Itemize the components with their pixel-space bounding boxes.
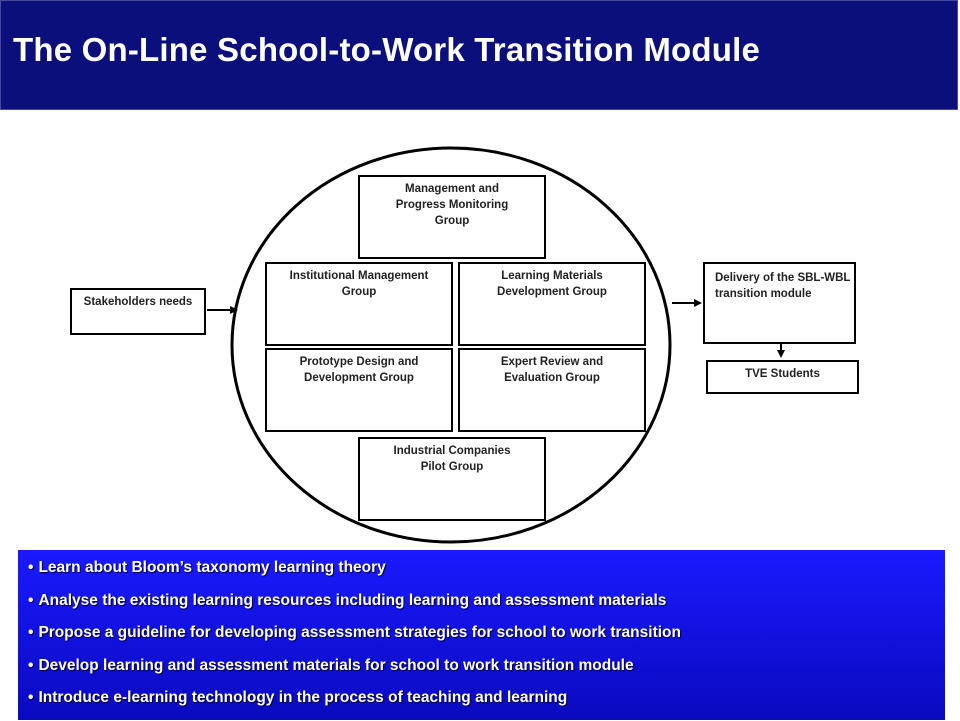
objectives-panel bbox=[18, 550, 945, 720]
objective-text: Introduce e-learning technology in the process of teaching and learning bbox=[38, 689, 568, 706]
delivery-module-box bbox=[703, 262, 856, 344]
objective-item bbox=[28, 623, 945, 656]
stakeholders-needs-label: Stakeholders needs bbox=[83, 296, 193, 308]
institutional-group-box bbox=[265, 262, 453, 346]
industrial-pilot-group-label: Industrial Companies Pilot Group bbox=[393, 445, 511, 473]
management-group-box bbox=[358, 175, 546, 259]
bullet-dot: • bbox=[28, 689, 34, 706]
objective-text: Develop learning and assessment materials for school to work transition module bbox=[38, 656, 634, 674]
bullet-dot: • bbox=[28, 591, 34, 609]
objective-text: Propose a guideline for developing assessment strategies for school to work transition bbox=[38, 624, 681, 641]
objective-item bbox=[28, 558, 945, 591]
objective-item bbox=[28, 591, 945, 624]
objective-text: Analyse the existing learning resources including learning and assessment materials bbox=[38, 591, 667, 609]
objective-item bbox=[28, 688, 945, 721]
objective-item bbox=[28, 656, 945, 689]
bullet-dot: • bbox=[28, 559, 34, 576]
learning-materials-group-box bbox=[458, 262, 646, 346]
page-title: The On-Line School-to-Work Transition Module bbox=[13, 31, 760, 68]
tve-students-box bbox=[706, 360, 859, 394]
institutional-group-label: Institutional Management Group bbox=[289, 270, 429, 298]
industrial-pilot-group-box bbox=[358, 437, 546, 521]
tve-students-label: TVE Students bbox=[745, 368, 820, 380]
expert-review-group-box bbox=[458, 348, 646, 432]
objective-text: Learn about Bloom’s taxonomy learning theory bbox=[38, 559, 386, 576]
expert-review-group-label: Expert Review and Evaluation Group bbox=[500, 356, 604, 384]
bullet-dot: • bbox=[28, 624, 34, 641]
bullet-dot: • bbox=[28, 656, 34, 674]
prototype-group-label: Prototype Design and Development Group bbox=[299, 356, 419, 384]
prototype-group-box bbox=[265, 348, 453, 432]
delivery-module-label: Delivery of the SBL-WBL transition module bbox=[715, 272, 851, 300]
stakeholders-needs-box bbox=[70, 288, 206, 335]
learning-materials-group-label: Learning Materials Development Group bbox=[497, 270, 607, 298]
management-group-label: Management and Progress Monitoring Group bbox=[395, 183, 509, 227]
